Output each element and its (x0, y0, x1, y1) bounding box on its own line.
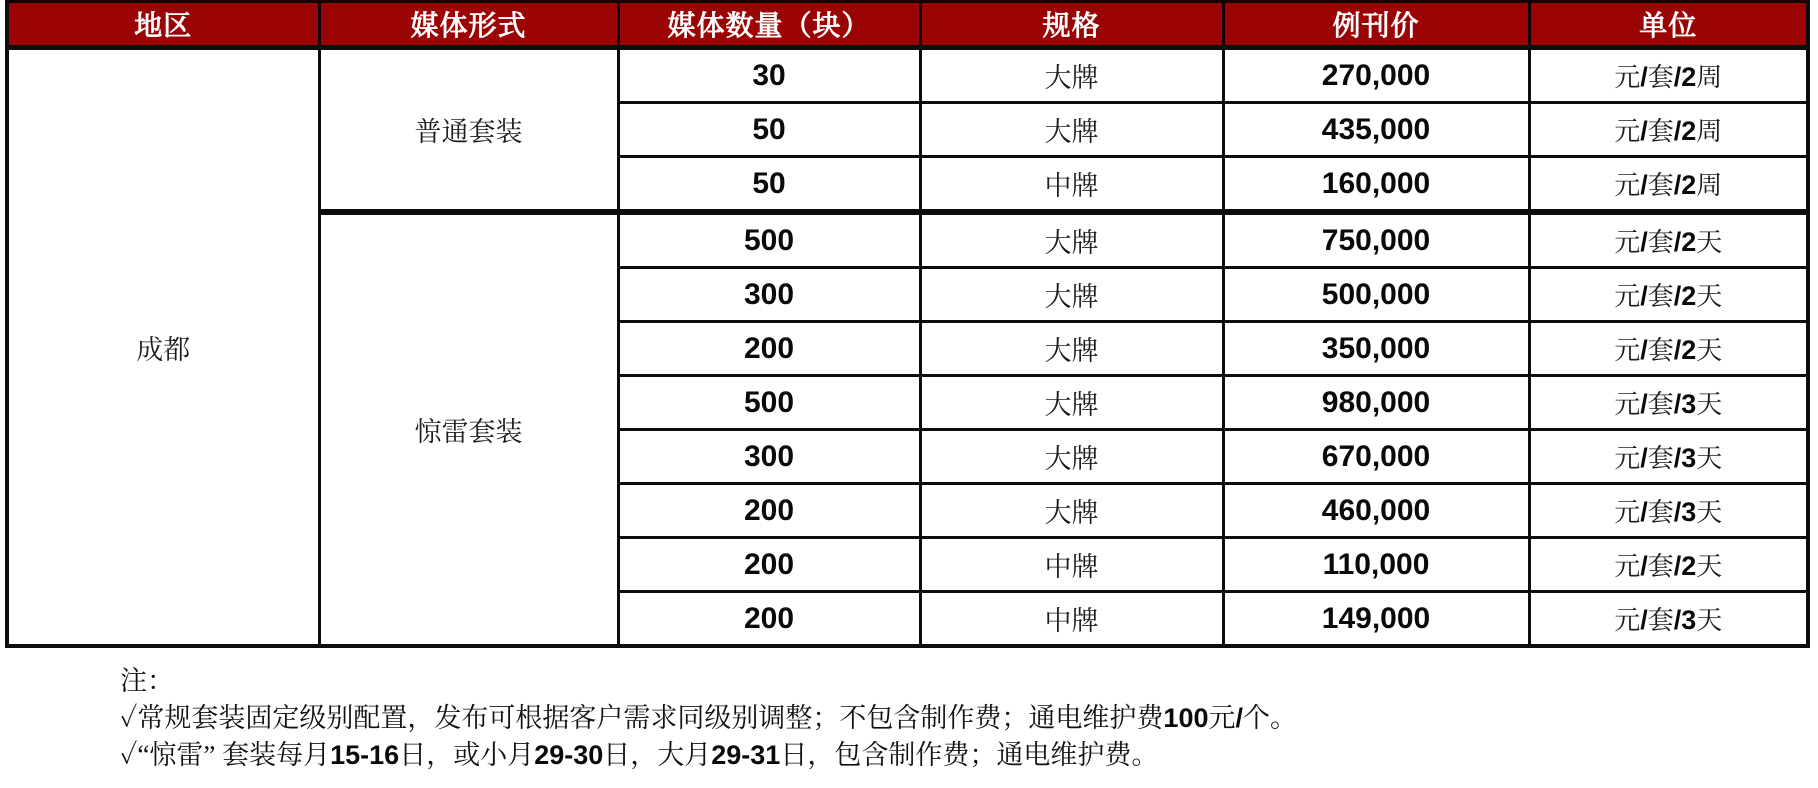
unit-cell: 元/套/2天 (1529, 268, 1808, 322)
quantity-cell: 200 (618, 322, 920, 376)
spec-cell: 中牌 (920, 538, 1223, 592)
quantity-cell: 30 (618, 48, 920, 103)
unit-cell: 元/套/3天 (1529, 484, 1808, 538)
price-cell: 350,000 (1223, 322, 1529, 376)
notes-block (120, 663, 1297, 774)
quantity-cell: 200 (618, 484, 920, 538)
spec-cell: 大牌 (920, 484, 1223, 538)
quantity-cell: 50 (618, 103, 920, 157)
note-line: ✓“惊雷” 套装每月15-16日，或小月29-30日，大月29-31日，包含制作费；通电维护费。 (120, 740, 1159, 770)
spec-cell: 大牌 (920, 48, 1223, 103)
quantity-cell: 300 (618, 268, 920, 322)
spec-cell: 大牌 (920, 212, 1223, 268)
col-header-form: 媒体形式 (319, 2, 618, 48)
notes-items (120, 700, 1297, 774)
col-header-unit: 单位 (1529, 2, 1808, 48)
unit-cell: 元/套/2天 (1529, 538, 1808, 592)
unit-cell: 元/套/2周 (1529, 157, 1808, 213)
notes-title: 注： (120, 666, 174, 696)
price-cell: 270,000 (1223, 48, 1529, 103)
table-row (7, 48, 1808, 103)
price-cell: 110,000 (1223, 538, 1529, 592)
unit-cell: 元/套/3天 (1529, 376, 1808, 430)
spec-cell: 中牌 (920, 592, 1223, 647)
col-header-price: 例刊价 (1223, 2, 1529, 48)
spec-cell: 中牌 (920, 157, 1223, 213)
col-header-quantity: 媒体数量（块） (618, 2, 920, 48)
price-cell: 980,000 (1223, 376, 1529, 430)
quantity-cell: 300 (618, 430, 920, 484)
unit-cell: 元/套/2天 (1529, 212, 1808, 268)
price-cell: 460,000 (1223, 484, 1529, 538)
unit-cell: 元/套/2周 (1529, 103, 1808, 157)
header-row (7, 2, 1808, 48)
spec-cell: 大牌 (920, 268, 1223, 322)
table-header (7, 2, 1808, 48)
unit-cell: 元/套/3天 (1529, 430, 1808, 484)
media-form-cell: 普通套装 (319, 48, 618, 213)
price-cell: 149,000 (1223, 592, 1529, 647)
price-cell: 435,000 (1223, 103, 1529, 157)
quantity-cell: 50 (618, 157, 920, 213)
spec-cell: 大牌 (920, 103, 1223, 157)
price-cell: 160,000 (1223, 157, 1529, 213)
price-cell: 500,000 (1223, 268, 1529, 322)
unit-cell: 元/套/2天 (1529, 322, 1808, 376)
unit-cell: 元/套/3天 (1529, 592, 1808, 647)
table-body (7, 48, 1808, 647)
media-form-cell: 惊雷套装 (319, 212, 618, 646)
note-line: ✓常规套装固定级别配置，发布可根据客户需求同级别调整；不包含制作费；通电维护费100元/个。 (120, 703, 1297, 733)
quantity-cell: 500 (618, 212, 920, 268)
spec-cell: 大牌 (920, 376, 1223, 430)
quantity-cell: 200 (618, 538, 920, 592)
col-header-spec: 规格 (920, 2, 1223, 48)
region-cell: 成都 (7, 48, 319, 647)
spec-cell: 大牌 (920, 430, 1223, 484)
quantity-cell: 200 (618, 592, 920, 647)
quantity-cell: 500 (618, 376, 920, 430)
price-cell: 670,000 (1223, 430, 1529, 484)
col-header-region: 地区 (7, 2, 319, 48)
price-table (5, 0, 1810, 648)
spec-cell: 大牌 (920, 322, 1223, 376)
price-cell: 750,000 (1223, 212, 1529, 268)
unit-cell: 元/套/2周 (1529, 48, 1808, 103)
